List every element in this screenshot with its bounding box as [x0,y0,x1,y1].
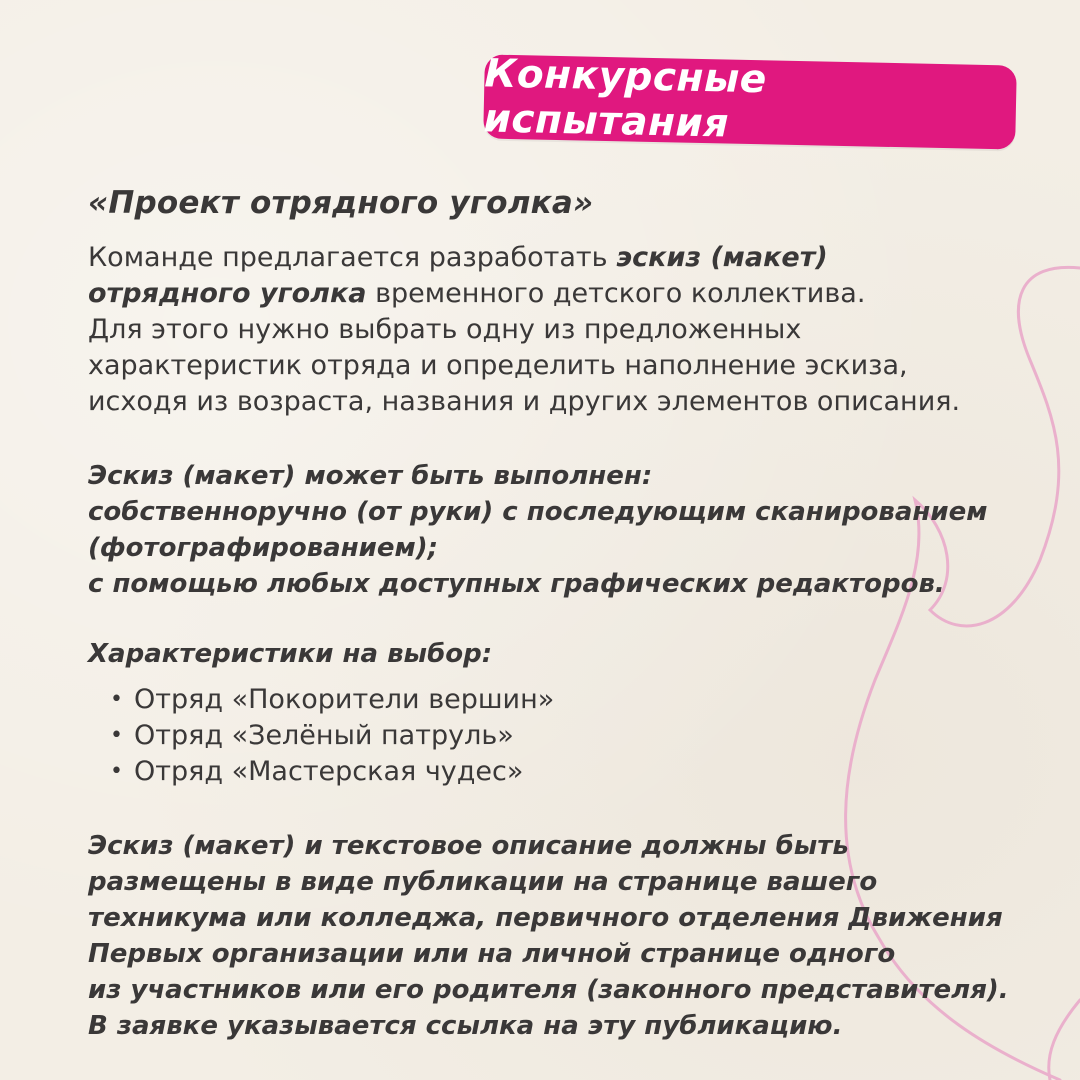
bullet-icon: • [110,723,123,748]
methods-line-3: (фотографированием); [88,533,439,563]
publication-paragraph [88,828,1073,1044]
intro-line-1 [88,240,1073,276]
bullet-icon: • [110,759,123,784]
intro-line-4: характеристик отряда и определить наполнение эскиза, [88,350,908,381]
intro-text: временного детского коллектива. [366,278,866,309]
methods-line-4: с помощью любых доступных графических редакторов. [88,569,945,599]
publication-line-4: Первых организации или на личной странице одного [88,939,896,969]
choice-list [88,682,1073,790]
list-item [110,754,1073,790]
methods-paragraph [88,458,1073,602]
intro-line-2 [88,276,1073,312]
bullet-icon: • [110,687,123,712]
publication-line-3: техникума или колледжа, первичного отделения Движения [88,903,1003,933]
publication-line-6: В заявке указывается ссылка на эту публикацию. [88,1011,843,1041]
choice-heading [88,636,1073,672]
intro-paragraph [88,240,1073,420]
intro-emphasis: эскиз (макет) [616,242,828,273]
methods-line-1: Эскиз (макет) может быть выполнен: [88,461,653,491]
section-badge [483,51,1017,149]
choice-heading-text: Характеристики на выбор: [88,639,493,669]
page-title: «Проект отрядного уголка» [88,185,594,221]
list-item [110,718,1073,754]
intro-line-5: исходя из возраста, названия и других элементов описания. [88,386,961,417]
publication-line-2: размещены в виде публикации на странице вашего [88,867,878,897]
list-item-text: Отряд «Мастерская чудес» [134,756,524,787]
content [88,182,1073,1044]
intro-emphasis: отрядного уголка [88,278,367,309]
intro-text: Команде предлагается разработать [88,242,617,273]
section-badge-label: Конкурсные испытания [483,51,768,147]
publication-line-1: Эскиз (макет) и текстовое описание должны быть [88,831,849,861]
methods-line-2: собственноручно (от руки) с последующим сканированием [88,497,988,527]
intro-line-3: Для этого нужно выбрать одну из предложенных [88,314,802,345]
publication-line-5: из участников или его родителя (законного представителя). [88,975,1009,1005]
list-item-text: Отряд «Покорители вершин» [134,684,555,715]
list-item-text: Отряд «Зелёный патруль» [134,720,514,751]
list-item [110,682,1073,718]
